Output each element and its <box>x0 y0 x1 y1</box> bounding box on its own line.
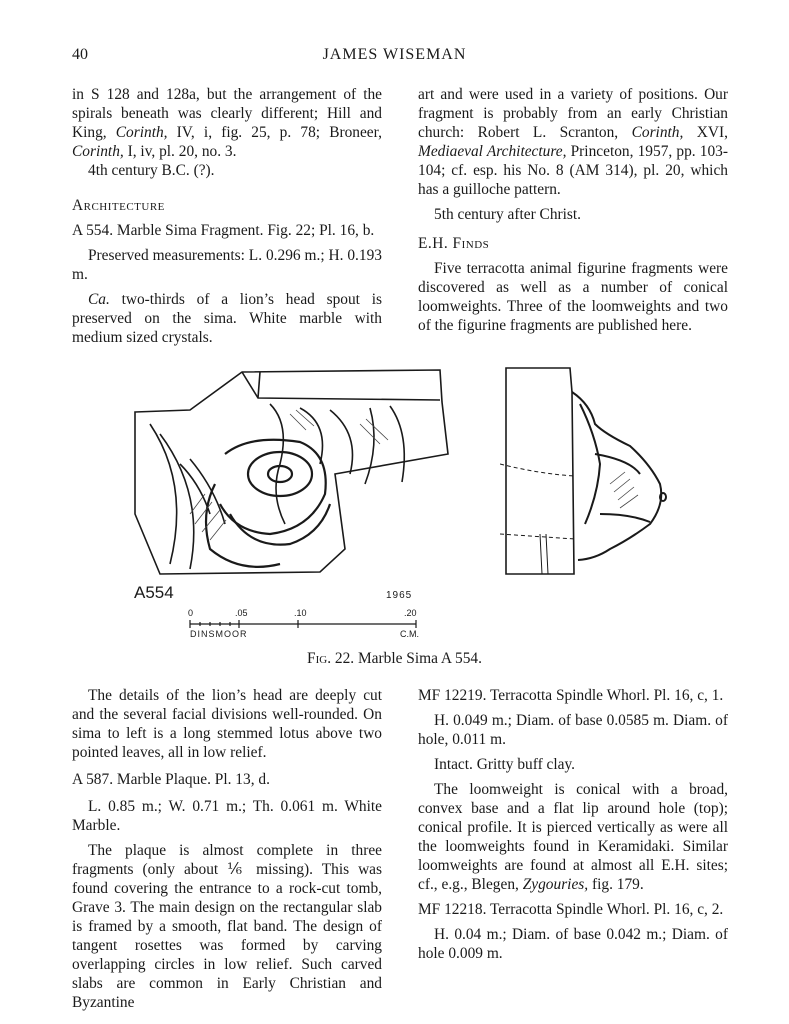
running-head: JAMES WISEMAN <box>322 46 467 63</box>
figure-year: 1965 <box>386 590 413 601</box>
condition-mf12219: Intact. Gritty buff clay. <box>434 756 576 773</box>
right-column-bottom <box>418 686 728 963</box>
right-column-top <box>418 85 728 335</box>
catalog-entry-mf12219: MF 12219. Terracotta Spindle Whorl. Pl. 16, c, 1. <box>418 687 724 704</box>
scale-tick-0: 0 <box>188 608 194 618</box>
measurements-a554: Preserved measurements: L. 0.296 m.; H. 0.193 m. <box>72 247 382 283</box>
scale-tick-20: .20 <box>404 608 417 618</box>
figure-caption: Fig. 22. Marble Sima A 554. <box>307 650 482 667</box>
scale-tick-05: .05 <box>235 608 248 618</box>
description-mf12219: The loomweight is conical with a broad, convex base and a flat lip around hole (top); conical profile. It is pierced vertically as were all the loomweights found in Keramidaki. Similar loomweights are found at almost all E.H. sites; cf., e.g., Blegen, Zygouries, fig. 179. <box>418 781 728 893</box>
catalog-entry-mf12218: MF 12218. Terracotta Spindle Whorl. Pl. 16, c, 2. <box>418 901 724 918</box>
draftsman-label: DINSMOOR <box>190 629 248 639</box>
left-column-bottom <box>72 686 382 1012</box>
scale-bar <box>188 619 420 629</box>
sima-front-drawing <box>130 364 490 584</box>
unit-label: C.M. <box>400 629 419 639</box>
paragraph-finds: Five terracotta animal figurine fragments were discovered as well as a number of conical loomweights. Three of the loomweights and two of the figurine fragments are published here. <box>418 260 728 334</box>
scale-tick-10: .10 <box>294 608 307 618</box>
measurements-a587: L. 0.85 m.; W. 0.71 m.; Th. 0.061 m. White Marble. <box>72 798 382 834</box>
description-a554: Ca. two-thirds of a lion’s head spout is preserved on the sima. White marble with medium sized crystals. <box>72 291 382 346</box>
catalog-entry-a554: A 554. Marble Sima Fragment. Fig. 22; Pl. 16, b. <box>72 222 375 239</box>
paragraph-lion-details: The details of the lion’s head are deeply cut and the several facial divisions well-rounded. On sima to left is a long stemmed lotus above two pointed leaves, all in low relief. <box>72 687 382 761</box>
description-a587: The plaque is almost complete in three fragments (only about ⅙ missing). This was found covering the entrance to a rock-cut tomb, Grave 3. The main design on the rectangular slab is framed by a smooth, flat band. The design of tangent rosettes was formed by carving overlapping circles in low relief. Such carved slabs are common in Early Christian and Byzantine <box>72 842 382 1011</box>
catalog-entry-a587: A 587. Marble Plaque. Pl. 13, d. <box>72 771 270 788</box>
date-line: 5th century after Christ. <box>434 206 582 223</box>
sima-profile-drawing <box>500 364 680 579</box>
paragraph-references: in S 128 and 128a, but the arrangement of the spirals beneath was clearly different; Hill and King, Corinth, IV, i, fig. 25, p. 78; Broneer, Corinth, I, iv, pl. 20, no. 3. <box>72 86 382 160</box>
measurements-mf12218: H. 0.04 m.; Diam. of base 0.042 m.; Diam. of hole 0.009 m. <box>418 926 728 962</box>
date-line: 4th century B.C. (?). <box>88 162 215 179</box>
page-number: 40 <box>72 46 88 63</box>
section-heading-eh-finds: E.H. Finds <box>418 235 490 252</box>
left-column-top <box>72 85 382 347</box>
measurements-mf12219: H. 0.049 m.; Diam. of base 0.0585 m. Diam. of hole, 0.011 m. <box>418 712 728 748</box>
figure-label: A554 <box>134 583 174 602</box>
section-heading-architecture: Architecture <box>72 197 165 214</box>
paragraph-scranton: art and were used in a variety of positions. Our fragment is probably from an early Christian church: Robert L. Scranton, Corinth, XVI, Mediaeval Architecture, Princeton, 1957, pp. 103-104; cf. esp. his No. 8 (AM 314), pl. 20, which has a guilloche pattern. <box>418 86 728 198</box>
